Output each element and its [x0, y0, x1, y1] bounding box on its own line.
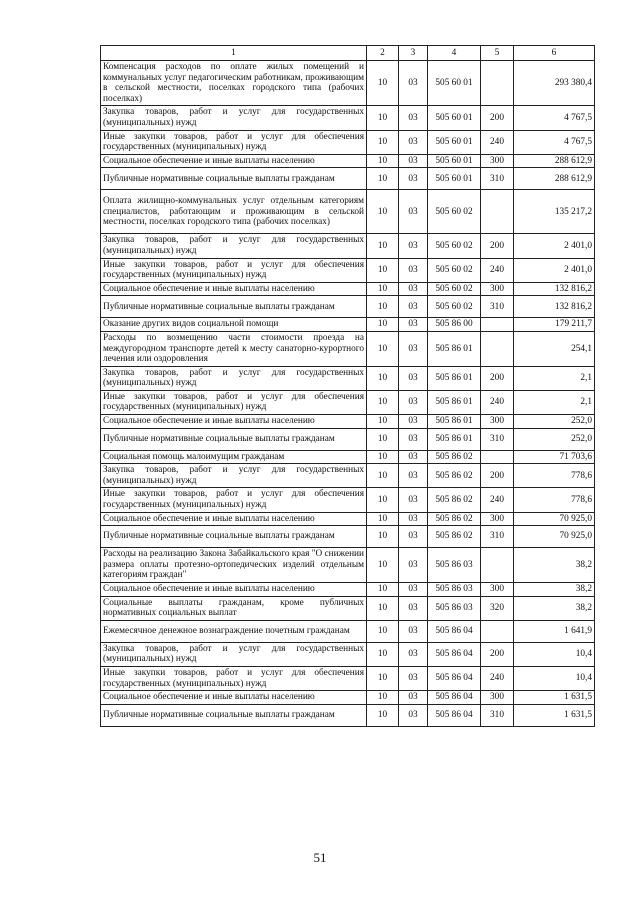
col-header-1: 1 — [101, 46, 367, 61]
table-row — [101, 666, 595, 690]
row-name: Закупка товаров, работ и услуг для государственных (муниципальных) нужд — [101, 464, 367, 488]
table-row — [101, 154, 595, 168]
row-name: Социальное обеспечение и иные выплаты населению — [101, 282, 367, 296]
row-expense-type: 310 — [481, 296, 514, 318]
row-name: Социальное обеспечение и иные выплаты населению — [101, 512, 367, 526]
table-row — [101, 450, 595, 464]
row-amount: 4 767,5 — [514, 130, 595, 154]
row-expense-type: 200 — [481, 234, 514, 258]
row-name: Социальное обеспечение и иные выплаты населению — [101, 154, 367, 168]
table-row — [101, 583, 595, 597]
row-expense-type: 320 — [481, 596, 514, 620]
row-name: Иные закупки товаров, работ и услуг для обеспечения государственных (муниципальных) нужд — [101, 130, 367, 154]
row-amount: 2 401,0 — [514, 234, 595, 258]
row-name: Публичные нормативные социальные выплаты гражданам — [101, 704, 367, 726]
row-amount: 2,1 — [514, 390, 595, 414]
row-subsection: 03 — [399, 512, 428, 526]
row-expense-type — [481, 190, 514, 234]
row-expense-type: 240 — [481, 130, 514, 154]
row-name: Расходы на реализацию Закона Забайкальского края "О снижении размера оплаты протезно-ортопедических изделий отдельным категориям граждан" — [101, 548, 367, 583]
row-expense-type: 310 — [481, 168, 514, 190]
table-row — [101, 130, 595, 154]
row-target-article: 505 86 02 — [428, 488, 481, 512]
row-target-article: 505 86 01 — [428, 366, 481, 390]
header-row — [101, 46, 595, 61]
budget-table — [100, 45, 595, 727]
page-number: 51 — [313, 850, 327, 865]
row-expense-type — [481, 548, 514, 583]
row-target-article: 505 60 01 — [428, 154, 481, 168]
row-name: Социальное обеспечение и иные выплаты населению — [101, 691, 367, 705]
row-target-article: 505 86 02 — [428, 450, 481, 464]
table-row — [101, 464, 595, 488]
table-row — [101, 548, 595, 583]
table-row — [101, 704, 595, 726]
table-row — [101, 61, 595, 106]
row-amount: 10,4 — [514, 642, 595, 666]
row-section: 10 — [367, 415, 399, 429]
row-expense-type: 300 — [481, 512, 514, 526]
row-amount: 10,4 — [514, 666, 595, 690]
row-expense-type: 300 — [481, 691, 514, 705]
row-name: Социальное обеспечение и иные выплаты населению — [101, 583, 367, 597]
row-subsection: 03 — [399, 130, 428, 154]
row-section: 10 — [367, 366, 399, 390]
row-expense-type: 300 — [481, 583, 514, 597]
row-target-article: 505 60 02 — [428, 258, 481, 282]
row-amount: 2,1 — [514, 366, 595, 390]
row-amount: 252,0 — [514, 415, 595, 429]
row-name: Закупка товаров, работ и услуг для государственных (муниципальных) нужд — [101, 366, 367, 390]
row-amount: 293 380,4 — [514, 61, 595, 106]
row-expense-type — [481, 450, 514, 464]
row-amount: 38,2 — [514, 583, 595, 597]
row-expense-type: 240 — [481, 258, 514, 282]
row-target-article: 505 60 01 — [428, 61, 481, 106]
row-target-article: 505 60 01 — [428, 106, 481, 130]
row-name: Компенсация расходов по оплате жилых помещений и коммунальных услуг педагогическим работникам, проживающим в сельской местности, поселках городского типа (рабочих поселках) — [101, 61, 367, 106]
row-section: 10 — [367, 450, 399, 464]
row-section: 10 — [367, 620, 399, 642]
row-target-article: 505 60 02 — [428, 234, 481, 258]
row-name: Закупка товаров, работ и услуг для государственных (муниципальных) нужд — [101, 106, 367, 130]
row-subsection: 03 — [399, 428, 428, 450]
row-section: 10 — [367, 106, 399, 130]
row-expense-type: 310 — [481, 704, 514, 726]
row-subsection: 03 — [399, 526, 428, 548]
table-row — [101, 296, 595, 318]
row-section: 10 — [367, 331, 399, 366]
table-row — [101, 691, 595, 705]
table-row — [101, 642, 595, 666]
row-subsection: 03 — [399, 666, 428, 690]
row-name: Публичные нормативные социальные выплаты гражданам — [101, 428, 367, 450]
table-row — [101, 620, 595, 642]
row-subsection: 03 — [399, 450, 428, 464]
row-name: Ежемесячное денежное вознаграждение почетным гражданам — [101, 620, 367, 642]
row-name: Социальные выплаты гражданам, кроме публичных нормативных социальных выплат — [101, 596, 367, 620]
row-subsection: 03 — [399, 366, 428, 390]
row-amount: 288 612,9 — [514, 154, 595, 168]
row-target-article: 505 86 01 — [428, 415, 481, 429]
row-target-article: 505 86 04 — [428, 620, 481, 642]
row-target-article: 505 86 03 — [428, 596, 481, 620]
row-subsection: 03 — [399, 61, 428, 106]
row-amount: 132 816,2 — [514, 282, 595, 296]
row-subsection: 03 — [399, 390, 428, 414]
row-amount: 778,6 — [514, 488, 595, 512]
row-subsection: 03 — [399, 106, 428, 130]
row-amount: 179 211,7 — [514, 318, 595, 332]
row-name: Иные закупки товаров, работ и услуг для обеспечения государственных (муниципальных) нужд — [101, 258, 367, 282]
table-row — [101, 415, 595, 429]
row-expense-type: 200 — [481, 642, 514, 666]
row-amount: 254,1 — [514, 331, 595, 366]
table-row — [101, 282, 595, 296]
row-section: 10 — [367, 190, 399, 234]
row-subsection: 03 — [399, 331, 428, 366]
row-expense-type: 310 — [481, 428, 514, 450]
row-section: 10 — [367, 512, 399, 526]
row-expense-type: 200 — [481, 106, 514, 130]
table-row — [101, 331, 595, 366]
row-section: 10 — [367, 234, 399, 258]
row-target-article: 505 86 00 — [428, 318, 481, 332]
row-subsection: 03 — [399, 318, 428, 332]
row-section: 10 — [367, 61, 399, 106]
row-amount: 135 217,2 — [514, 190, 595, 234]
row-section: 10 — [367, 296, 399, 318]
row-target-article: 505 60 01 — [428, 130, 481, 154]
row-expense-type — [481, 318, 514, 332]
table-row — [101, 234, 595, 258]
row-target-article: 505 86 04 — [428, 704, 481, 726]
row-subsection: 03 — [399, 548, 428, 583]
row-subsection: 03 — [399, 234, 428, 258]
row-name: Оплата жилищно-коммунальных услуг отдельным категориям специалистов, работающим и проживающим в сельской местности, поселках городского типа (рабочих поселках) — [101, 190, 367, 234]
row-target-article: 505 86 01 — [428, 428, 481, 450]
row-target-article: 505 60 02 — [428, 282, 481, 296]
row-section: 10 — [367, 666, 399, 690]
table-row — [101, 390, 595, 414]
row-section: 10 — [367, 154, 399, 168]
row-name: Иные закупки товаров, работ и услуг для обеспечения государственных (муниципальных) нужд — [101, 666, 367, 690]
table-row — [101, 258, 595, 282]
row-name: Закупка товаров, работ и услуг для государственных (муниципальных) нужд — [101, 234, 367, 258]
row-section: 10 — [367, 258, 399, 282]
row-name: Расходы по возмещению части стоимости проезда на междугородном транспорте детей к месту санаторно-курортного лечения или оздоровления — [101, 331, 367, 366]
row-name: Иные закупки товаров, работ и услуг для обеспечения государственных (муниципальных) нужд — [101, 488, 367, 512]
row-amount: 38,2 — [514, 548, 595, 583]
row-amount: 38,2 — [514, 596, 595, 620]
row-section: 10 — [367, 596, 399, 620]
row-target-article: 505 86 03 — [428, 583, 481, 597]
row-name: Социальная помощь малоимущим гражданам — [101, 450, 367, 464]
col-header-4: 4 — [428, 46, 481, 61]
row-section: 10 — [367, 583, 399, 597]
row-expense-type: 240 — [481, 666, 514, 690]
row-section: 10 — [367, 488, 399, 512]
row-amount: 288 612,9 — [514, 168, 595, 190]
table-body — [101, 61, 595, 727]
row-subsection: 03 — [399, 190, 428, 234]
row-amount: 4 767,5 — [514, 106, 595, 130]
table-row — [101, 366, 595, 390]
row-subsection: 03 — [399, 154, 428, 168]
row-target-article: 505 86 02 — [428, 464, 481, 488]
row-section: 10 — [367, 130, 399, 154]
row-subsection: 03 — [399, 415, 428, 429]
row-section: 10 — [367, 704, 399, 726]
row-expense-type: 300 — [481, 154, 514, 168]
table-row — [101, 428, 595, 450]
col-header-3: 3 — [399, 46, 428, 61]
table-row — [101, 512, 595, 526]
table-row — [101, 106, 595, 130]
row-subsection: 03 — [399, 282, 428, 296]
row-amount: 778,6 — [514, 464, 595, 488]
row-name: Иные закупки товаров, работ и услуг для обеспечения государственных (муниципальных) нужд — [101, 390, 367, 414]
row-name: Оказание других видов социальной помощи — [101, 318, 367, 332]
row-section: 10 — [367, 282, 399, 296]
row-target-article: 505 86 03 — [428, 548, 481, 583]
row-target-article: 505 86 04 — [428, 666, 481, 690]
row-amount: 70 925,0 — [514, 526, 595, 548]
row-target-article: 505 86 02 — [428, 526, 481, 548]
row-amount: 71 703,6 — [514, 450, 595, 464]
row-subsection: 03 — [399, 642, 428, 666]
row-expense-type: 240 — [481, 390, 514, 414]
row-target-article: 505 86 01 — [428, 390, 481, 414]
row-expense-type: 300 — [481, 282, 514, 296]
row-subsection: 03 — [399, 464, 428, 488]
row-section: 10 — [367, 464, 399, 488]
row-expense-type: 300 — [481, 415, 514, 429]
row-target-article: 505 86 04 — [428, 642, 481, 666]
row-amount: 70 925,0 — [514, 512, 595, 526]
row-section: 10 — [367, 168, 399, 190]
row-expense-type: 200 — [481, 366, 514, 390]
row-subsection: 03 — [399, 488, 428, 512]
row-subsection: 03 — [399, 168, 428, 190]
col-header-2: 2 — [367, 46, 399, 61]
row-target-article: 505 86 02 — [428, 512, 481, 526]
row-section: 10 — [367, 642, 399, 666]
row-subsection: 03 — [399, 596, 428, 620]
row-amount: 1 641,9 — [514, 620, 595, 642]
row-name: Публичные нормативные социальные выплаты гражданам — [101, 168, 367, 190]
row-section: 10 — [367, 526, 399, 548]
row-section: 10 — [367, 548, 399, 583]
row-subsection: 03 — [399, 583, 428, 597]
row-target-article: 505 60 02 — [428, 190, 481, 234]
row-target-article: 505 86 01 — [428, 331, 481, 366]
row-amount: 1 631,5 — [514, 704, 595, 726]
row-expense-type — [481, 331, 514, 366]
row-name: Социальное обеспечение и иные выплаты населению — [101, 415, 367, 429]
row-name: Публичные нормативные социальные выплаты гражданам — [101, 526, 367, 548]
row-amount: 132 816,2 — [514, 296, 595, 318]
row-amount: 252,0 — [514, 428, 595, 450]
row-amount: 2 401,0 — [514, 258, 595, 282]
col-header-5: 5 — [481, 46, 514, 61]
row-section: 10 — [367, 428, 399, 450]
row-name: Публичные нормативные социальные выплаты гражданам — [101, 296, 367, 318]
table-row — [101, 596, 595, 620]
row-expense-type — [481, 620, 514, 642]
row-expense-type: 240 — [481, 488, 514, 512]
row-subsection: 03 — [399, 620, 428, 642]
row-section: 10 — [367, 390, 399, 414]
table-row — [101, 526, 595, 548]
table-row — [101, 488, 595, 512]
row-target-article: 505 60 01 — [428, 168, 481, 190]
table-row — [101, 168, 595, 190]
row-subsection: 03 — [399, 704, 428, 726]
col-header-6: 6 — [514, 46, 595, 61]
row-subsection: 03 — [399, 691, 428, 705]
row-subsection: 03 — [399, 258, 428, 282]
row-section: 10 — [367, 318, 399, 332]
row-amount: 1 631,5 — [514, 691, 595, 705]
table-row — [101, 190, 595, 234]
row-expense-type: 200 — [481, 464, 514, 488]
row-section: 10 — [367, 691, 399, 705]
row-expense-type — [481, 61, 514, 106]
table-row — [101, 318, 595, 332]
row-target-article: 505 60 02 — [428, 296, 481, 318]
row-expense-type: 310 — [481, 526, 514, 548]
row-name: Закупка товаров, работ и услуг для государственных (муниципальных) нужд — [101, 642, 367, 666]
row-subsection: 03 — [399, 296, 428, 318]
row-target-article: 505 86 04 — [428, 691, 481, 705]
